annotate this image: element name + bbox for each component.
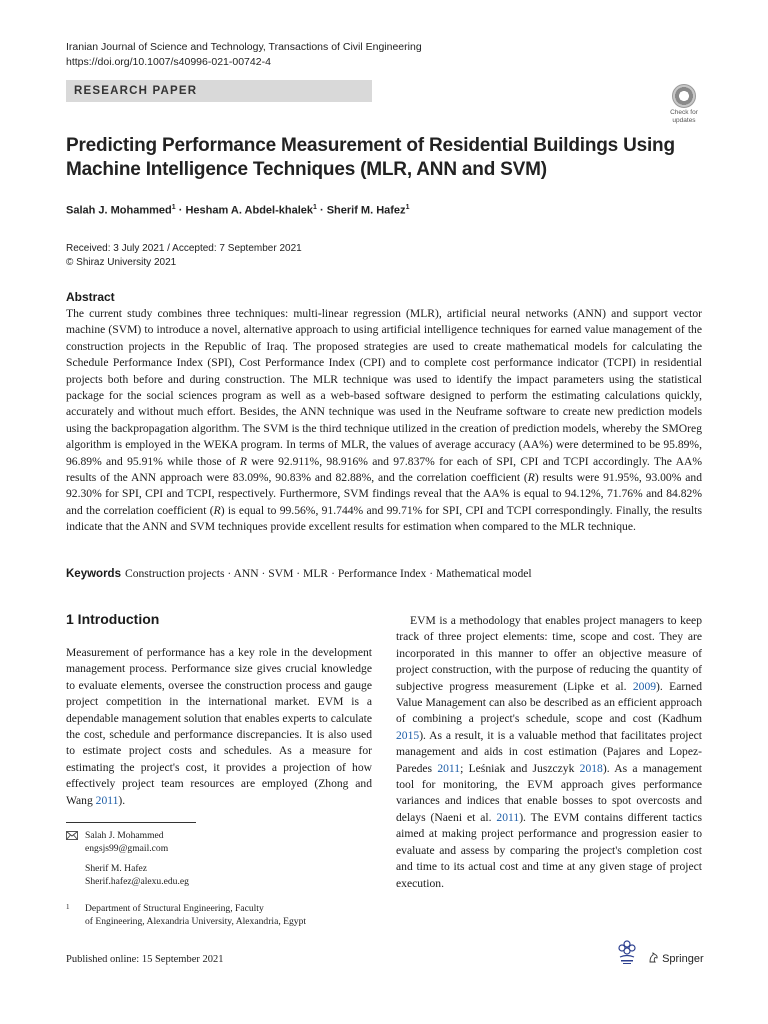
author-affiliation-mark: 1 (313, 204, 317, 211)
corresponding-author-2 (85, 863, 189, 888)
keywords-label: Keywords (66, 568, 121, 580)
copyright-line: © Shiraz University 2021 (66, 257, 177, 268)
citation-link[interactable]: 2011 (437, 761, 461, 775)
citation-link[interactable]: 2018 (579, 761, 603, 775)
envelope-icon (66, 831, 78, 840)
affiliation-line: Department of Structural Engineering, Faculty (85, 903, 264, 914)
shiraz-university-logo (612, 937, 642, 967)
abstract-heading: Abstract (66, 290, 115, 304)
keywords (66, 566, 702, 582)
abstract-text: ) is equal to 99.56%, 91.744% and 99.71% for SPI, CPI and TCPI correspondingly. Finally, the results indicate that the ANN and SVM techniques provide excellent results for estimation when compared to the MLR technique. (66, 503, 702, 534)
paragraph-text: Measurement of performance has a key role in the development management process. Performance size gives crucial knowledge to evaluate elements, oversee the construction process and gauge project competition in the international market. EVM is a dependable management solution that enables experts to calculate the cost, schedule and performance discrepancies. It is also used to estimate project costs and schedules. As a measure for estimating the project's cost, it provides a projection of how effectively project team resources are employed (Zhong and Wang (66, 646, 372, 807)
corresponding-author-1 (85, 830, 168, 855)
symbol-r: R (213, 503, 221, 517)
section-heading-introduction: 1 Introduction (66, 611, 160, 627)
badge-label-2: updates (672, 117, 696, 124)
author-separator: · (316, 204, 327, 217)
paragraph-text: ). The EVM contains different tactics aimed at making project performance and progression easier to evaluate and assess by comparing the project's completion cost and time to its actual cost and time at any given stage of project execution. (396, 810, 703, 890)
paragraph-text: ). As a management tool for monitoring, the EVM approach gives performance variances and indices that enable bosses to spot overcosts and delays (Naeni et al. (396, 761, 703, 824)
footnote-rule (66, 822, 196, 823)
article-type-banner: RESEARCH PAPER (66, 80, 372, 102)
abstract-body (66, 306, 702, 536)
footnote-author-email[interactable]: Sherif.hafez@alexu.edu.eg (85, 875, 189, 887)
affiliation-mark: 1 (66, 903, 70, 911)
intro-left-paragraph (66, 645, 372, 809)
abstract-text: The current study combines three techniques: multi-linear regression (MLR), artificial neural networks (ANN) and support vector machine (SVM) to introduce a novel, alternative approach to using artificial intelligence techniques for earned value management of the construction projects in the Republic of Iraq. The proposed strategies are used to create mathematical models for calculating the Schedule Performance Index (SPI), Cost Performance Index (CPI) and to complete cost performance indicator (TCPI) in residential projects both before and during construction. The MLR technique was used to identify the impact parameters using the statistical package for the social sciences program as well as a web-based software designed to perform the estimating calculations quickly, accurately and without much effort. Besides, the ANN technique was used in the Neuframe software to create new prediction models using the backpropagation algorithm. The SVM is the third technique utilized in the creation of prediction models, whereby the SMOreg algorithm is employed in the WEKA program. In terms of MLR, the values of average accuracy (AA%) were determined to be 95.89%, 96.89% and 95.91% while those of (66, 307, 702, 468)
paragraph-text: ). (118, 793, 126, 807)
check-updates-icon (672, 84, 696, 108)
citation-link[interactable]: 2011 (496, 810, 520, 824)
affiliation-line: of Engineering, Alexandria University, Alexandria, Egypt (85, 915, 307, 927)
symbol-r: R (527, 471, 535, 485)
footnote-author-email[interactable]: engsjs99@gmail.com (85, 842, 169, 854)
author-list (66, 204, 409, 217)
paragraph-text: ; Leśniak and Juszczyk (460, 761, 580, 775)
keywords-list: Construction projects · ANN · SVM · MLR · Performance Index · Mathematical model (124, 567, 532, 580)
abstract-text: were 92.911%, 98.916% and 97.837% for each of SPI, CPI and TCPI accordingly. The AA% results of the ANN approach were 83.09%, 90.83% and 82.88%, and the correlation coefficient ( (66, 454, 702, 485)
journal-header (66, 40, 422, 70)
footnote-author-name: Sherif M. Hafez (85, 863, 148, 874)
symbol-r: R (239, 454, 247, 468)
intro-right-paragraph (396, 613, 702, 892)
article-dates (66, 242, 302, 270)
paragraph-text: EVM is a methodology that enables project managers to keep track of three project elements: time, scope and cost. They are incorporated in this manner to offer an objective measure of project construction, with the purpose of reducing the quantity of subjective progress measurement (Lipke et al. (396, 614, 702, 693)
springer-horse-icon (648, 952, 659, 963)
publisher-name: Springer (662, 953, 704, 965)
author-affiliation-mark: 1 (171, 204, 176, 211)
paragraph-text: ). As a result, it is a valuable method that facilitates project management and aids in cost estimation (Pajares and Lopez-Paredes (396, 728, 702, 775)
published-online: Published online: 15 September 2021 (66, 954, 224, 965)
doi-link[interactable]: https://doi.org/10.1007/s40996-021-00742-4 (66, 56, 271, 68)
publisher-brand (648, 952, 704, 965)
author-affiliation-mark: 1 (405, 204, 410, 211)
author-name[interactable]: Hesham A. Abdel-khalek (185, 204, 314, 217)
abstract-text: ) results were 91.95%, 93.00% and 92.30% for SPI, CPI and TCPI, respectively. Furthermore, SVM findings reveal that the AA% is equal to 94.12%, 71.76% and 84.82% and the correlation coefficient ( (66, 471, 702, 517)
badge-label-1: Check for (670, 109, 698, 116)
paragraph-text: ). Earned Value Management can also be described as an efficient approach of combining a project's schedule, scope and cost (Kadhum (396, 679, 702, 726)
check-for-updates-badge[interactable] (664, 84, 704, 124)
received-accepted: Received: 3 July 2021 / Accepted: 7 September 2021 (66, 243, 302, 254)
author-name[interactable]: Salah J. Mohammed (66, 204, 172, 217)
paper-title: Predicting Performance Measurement of Residential Buildings Using Machine Intelligence Techniques (MLR, ANN and SVM) (66, 135, 675, 180)
author-separator: · (175, 204, 186, 217)
author-name[interactable]: Sherif M. Hafez (326, 204, 406, 217)
citation-link[interactable]: 2011 (95, 793, 119, 807)
citation-link[interactable]: 2015 (396, 728, 420, 742)
footnote-author-name: Salah J. Mohammed (85, 830, 164, 841)
journal-name: Iranian Journal of Science and Technology, Transactions of Civil Engineering (66, 41, 422, 53)
affiliation (85, 903, 355, 928)
citation-link[interactable]: 2009 (632, 679, 657, 693)
